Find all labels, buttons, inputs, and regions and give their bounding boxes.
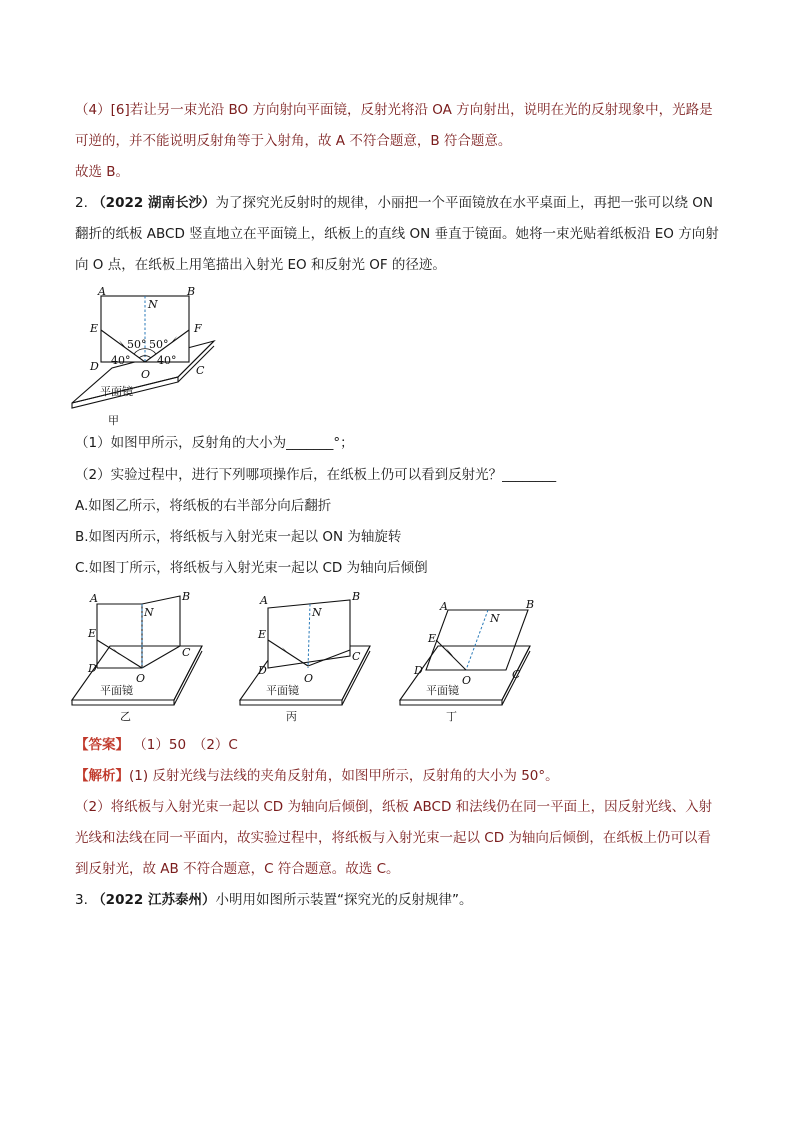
q2-option-a: A.如图乙所示，将纸板的右半部分向后翻折 <box>75 498 332 514</box>
figure-bing-label-C: C <box>352 650 361 663</box>
figure-ding-label-D: D <box>414 664 423 677</box>
figure-bing-label-D: D <box>258 664 267 677</box>
figure-yi-label-O: O <box>136 672 146 685</box>
figure-yi-label-C: C <box>182 646 191 659</box>
figure-jia-label-O: O <box>141 368 151 381</box>
figure-yi-caption: 乙 <box>120 710 131 723</box>
figure-ding-label-N: N <box>490 612 500 625</box>
q2-stem-line-2: 翻折的纸板 ABCD 竖直地立在平面镜上，纸板上的直线 ON 垂直于镜面。她将一束光贴着纸板沿 EO 方向射 <box>75 226 719 242</box>
figure-ding <box>398 588 546 724</box>
answer-text: （1）50 （2）C <box>133 737 238 753</box>
q2-analysis-line-2: （2）将纸板与入射光束一起以 CD 为轴向后倾倒，纸板 ABCD 和法线仍在同一平面上，因反射光线、入射 <box>75 799 713 815</box>
figure-jia-angle-left-50: 50° <box>127 338 147 351</box>
figure-yi-label-D: D <box>88 662 97 675</box>
figure-yi-label-N: N <box>144 606 154 619</box>
figure-ding-label-B: B <box>526 598 535 611</box>
q2-source: （2022 湖南长沙） <box>92 195 216 211</box>
q2-analysis-line-4: 到反射光，故 AB 不符合题意，C 符合题意。故选 C。 <box>75 861 400 877</box>
figure-jia-label-E: E <box>90 322 99 335</box>
figure-bing-label-A: A <box>260 594 268 607</box>
q2-stem-line-1 <box>75 193 725 213</box>
figure-bing-label-O: O <box>304 672 314 685</box>
figure-ding-mirror-label: 平面镜 <box>426 684 459 697</box>
figure-ding-label-A: A <box>440 600 448 613</box>
figure-ding-label-O: O <box>462 674 472 687</box>
figure-jia-angle-left-40: 40° <box>111 354 131 367</box>
figure-jia-label-N: N <box>148 298 158 311</box>
figure-yi-label-A: A <box>90 592 98 605</box>
q2-sub-2: （2）实验过程中，进行下列哪项操作后，在纸板上仍可以看到反射光？________ <box>75 467 557 483</box>
figure-yi <box>70 588 210 724</box>
figure-jia-angle-right-50: 50° <box>149 338 169 351</box>
q3-stem-text: 小明用如图所示装置“探究光的反射规律”。 <box>215 892 473 908</box>
figure-bing-mirror-label: 平面镜 <box>266 684 299 697</box>
q1-analysis-line-3: 故选 B。 <box>75 164 130 180</box>
figure-jia-caption: 甲 <box>108 414 119 427</box>
figure-jia-label-B: B <box>187 285 196 298</box>
figure-ding-label-E: E <box>428 632 437 645</box>
figure-bing <box>238 588 378 724</box>
q2-option-b: B.如图丙所示，将纸板与入射光束一起以 ON 为轴旋转 <box>75 529 402 545</box>
q3-number: 3. <box>75 892 88 908</box>
q2-number: 2. <box>75 195 88 211</box>
figure-yi-board-left <box>97 604 142 668</box>
figure-jia-label-F: F <box>194 322 202 335</box>
q2-stem-line-3: 向 O 点，在纸板上用笔描出入射光 EO 和反射光 OF 的径迹。 <box>75 257 446 273</box>
figure-ding-label-C: C <box>512 668 521 681</box>
analysis-tag: 【解析】 <box>75 768 129 784</box>
q2-stem-1: 为了探究光反射时的规律，小丽把一个平面镜放在水平桌面上，再把一张可以绕 ON <box>215 195 713 211</box>
figure-jia-label-D: D <box>90 360 99 373</box>
figure-ding-caption: 丁 <box>446 710 457 723</box>
figure-yi-label-B: B <box>182 590 191 603</box>
answer-tag: 【答案】 <box>75 737 129 753</box>
figure-yi-board-right-folded <box>142 596 180 646</box>
q2-option-c: C.如图丁所示，将纸板与入射光束一起以 CD 为轴向后倾倒 <box>75 560 428 576</box>
q1-analysis-line-2: 可逆的，并不能说明反射角等于入射角，故 A 不符合题意，B 符合题意。 <box>75 133 512 149</box>
q3-stem <box>75 890 725 910</box>
q2-sub-1: （1）如图甲所示，反射角的大小为_______°； <box>75 435 354 451</box>
q3-source: （2022 江苏泰州） <box>92 892 216 908</box>
figure-bing-label-E: E <box>258 628 267 641</box>
q2-answer <box>75 735 725 755</box>
figure-jia-angle-right-40: 40° <box>157 354 177 367</box>
figure-bing-label-B: B <box>352 590 361 603</box>
figure-jia-mirror-label: 平面镜 <box>100 385 133 398</box>
figure-jia-label-C: C <box>196 364 205 377</box>
figure-yi-mirror-label: 平面镜 <box>100 684 133 697</box>
figure-ding-incident-ray <box>436 640 466 670</box>
figure-yi-label-E: E <box>88 627 97 640</box>
q1-analysis-line-1: （4）[6]若让另一束光沿 BO 方向射向平面镜，反射光将沿 OA 方向射出，说明在光的反射现象中，光路是 <box>75 102 713 118</box>
figure-jia <box>70 282 220 430</box>
figure-bing-board-rotated <box>268 600 350 668</box>
analysis-text-1: (1) 反射光线与法线的夹角反射角，如图甲所示，反射角的大小为 50°。 <box>129 768 559 784</box>
figure-jia-label-A: A <box>98 285 106 298</box>
q2-analysis-line-1 <box>75 766 725 786</box>
figure-bing-label-N: N <box>312 606 322 619</box>
figure-bing-caption: 丙 <box>286 710 297 723</box>
q2-analysis-line-3: 光线和法线在同一平面内，故实验过程中，将纸板与入射光束一起以 CD 为轴向后倾倒，在纸板上仍可以看 <box>75 830 711 846</box>
